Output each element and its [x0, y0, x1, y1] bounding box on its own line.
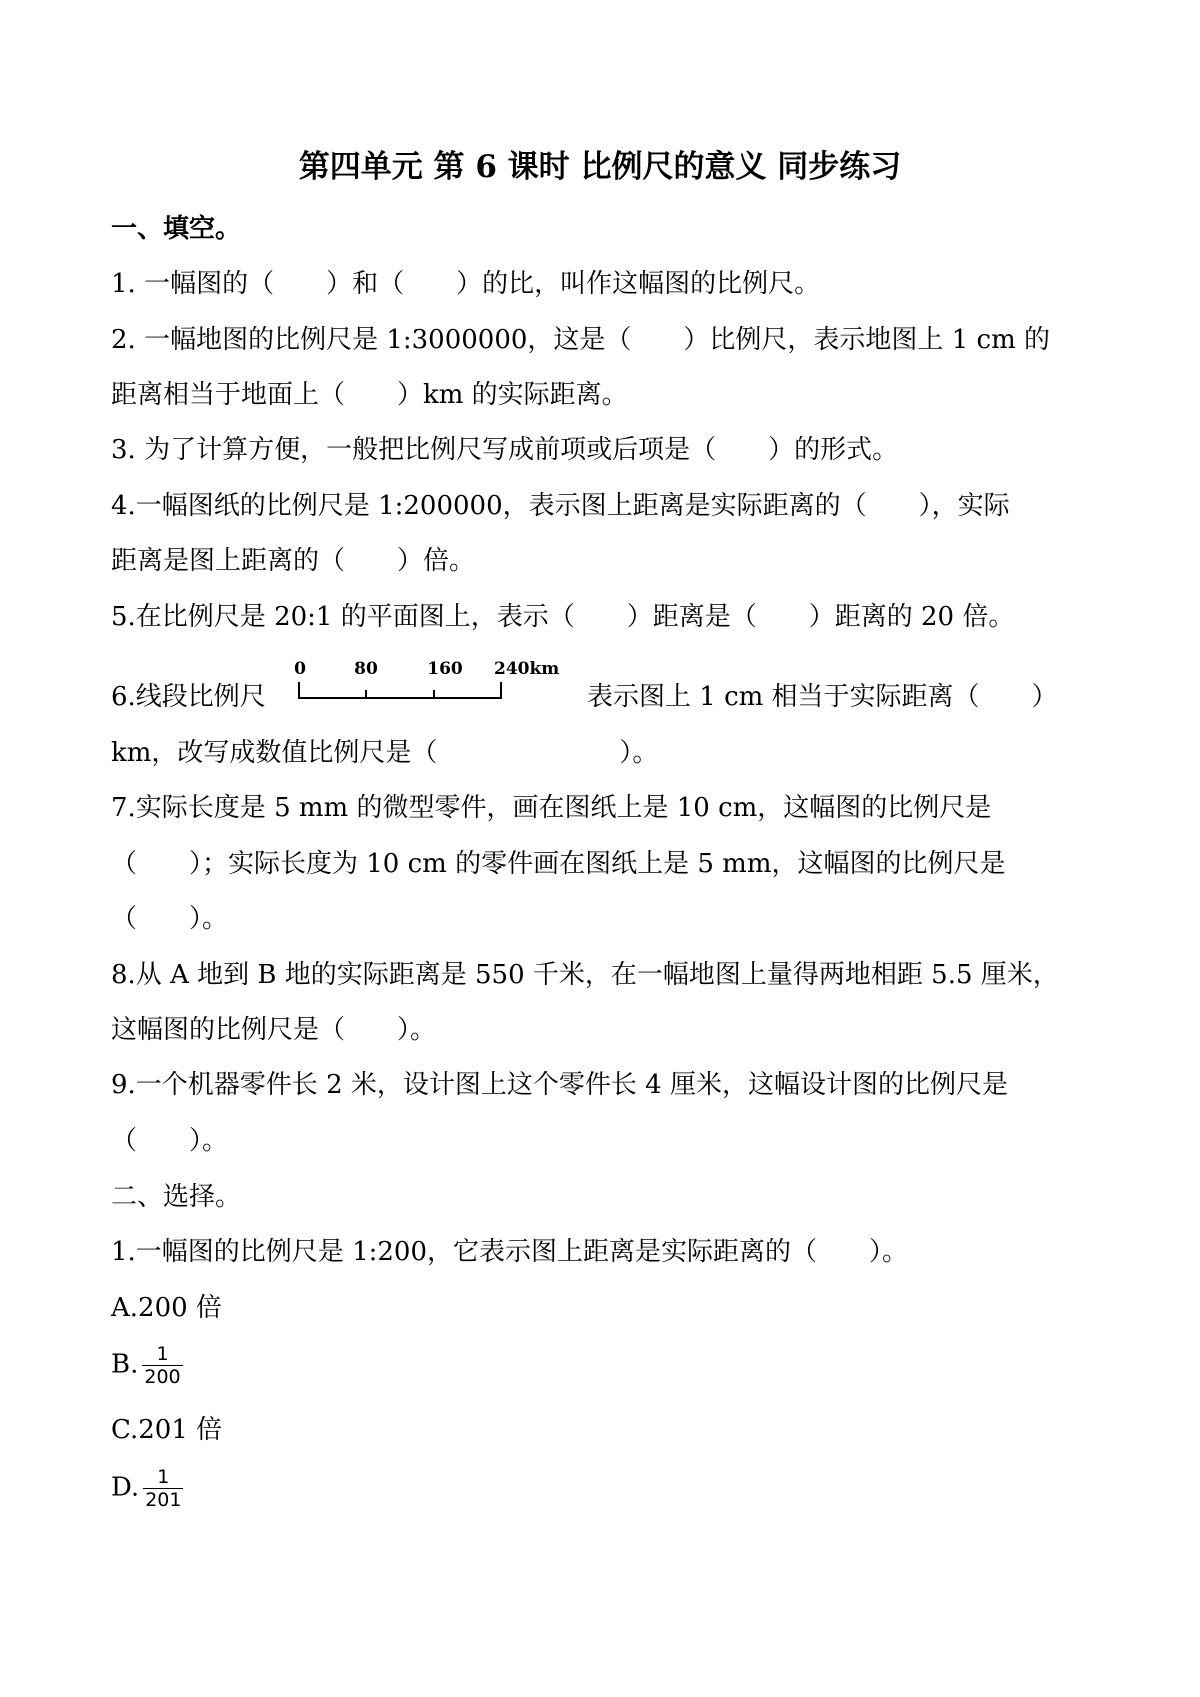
question-2-line-2: 距离相当于地面上（ ）km 的实际距离。: [111, 380, 628, 410]
section-choice-heading: 二、选择。: [111, 1182, 242, 1212]
option-d-fraction: [143, 1466, 183, 1511]
question-9-line-2: （ ）。: [111, 1126, 229, 1156]
question-4-line-2: 距离是图上距离的（ ）倍。: [111, 546, 476, 576]
question-2-line-1: 2. 一幅地图的比例尺是 1:3000000，这是（ ）比例尺，表示地图上 1 cm 的: [111, 325, 1050, 355]
question-8-line-2: 这幅图的比例尺是（ ）。: [111, 1015, 437, 1045]
fraction-denominator: 200: [144, 1366, 181, 1388]
question-7-line-3: （ ）。: [111, 904, 229, 934]
question-4-line-1: 4.一幅图纸的比例尺是 1:200000，表示图上距离是实际距离的（ ），实际: [111, 491, 1010, 521]
question-6-line-2: km，改写成数值比例尺是（ ）。: [111, 738, 659, 768]
question-7-line-1: 7.实际长度是 5 mm 的微型零件，画在图纸上是 10 cm，这幅图的比例尺是: [111, 793, 992, 823]
question-6-line-1-rest: 表示图上 1 cm 相当于实际距离（ ）: [587, 682, 1058, 712]
question-1: 1. 一幅图的（ ）和（ ）的比，叫作这幅图的比例尺。: [111, 269, 821, 299]
option-d: [111, 1466, 1111, 1511]
option-c: C.201 倍: [111, 1415, 223, 1445]
scale-tick-label-0: 0: [294, 660, 306, 679]
option-b: [111, 1343, 1111, 1388]
question-5: 5.在比例尺是 20:1 的平面图上，表示（ ）距离是（ ）距离的 20 倍。: [111, 602, 1015, 632]
choice-question-1: 1.一幅图的比例尺是 1:200，它表示图上距离是实际距离的（ ）。: [111, 1237, 908, 1267]
option-b-fraction: [142, 1343, 182, 1388]
option-d-label: D.: [111, 1472, 140, 1503]
question-7-line-2: （ ）；实际长度为 10 cm 的零件画在图纸上是 5 mm，这幅图的比例尺是: [111, 849, 1006, 879]
option-b-label: B.: [111, 1349, 139, 1380]
question-9-line-1: 9.一个机器零件长 2 米，设计图上这个零件长 4 厘米，这幅设计图的比例尺是: [111, 1070, 1008, 1100]
scale-tick-label-160: 160: [427, 660, 463, 679]
scale-tick-label-80: 80: [354, 660, 378, 679]
line-scale-bar: [294, 660, 584, 710]
fraction-numerator: 1: [143, 1466, 183, 1489]
section-fill-heading: 一、填空。: [111, 214, 242, 244]
scale-tick-label-240km: 240km: [494, 660, 560, 679]
option-a: A.200 倍: [111, 1293, 222, 1323]
question-3: 3. 为了计算方便，一般把比例尺写成前项或后项是（ ）的形式。: [111, 435, 899, 465]
page-title: 第四单元 第 6 课时 比例尺的意义 同步练习: [298, 149, 902, 185]
fraction-numerator: 1: [142, 1343, 182, 1366]
fraction-denominator: 201: [145, 1489, 182, 1511]
question-8-line-1: 8.从 A 地到 B 地的实际距离是 550 千米，在一幅地图上量得两地相距 5.5 厘米，: [111, 960, 1059, 990]
question-6-label: 6.线段比例尺: [111, 682, 266, 712]
